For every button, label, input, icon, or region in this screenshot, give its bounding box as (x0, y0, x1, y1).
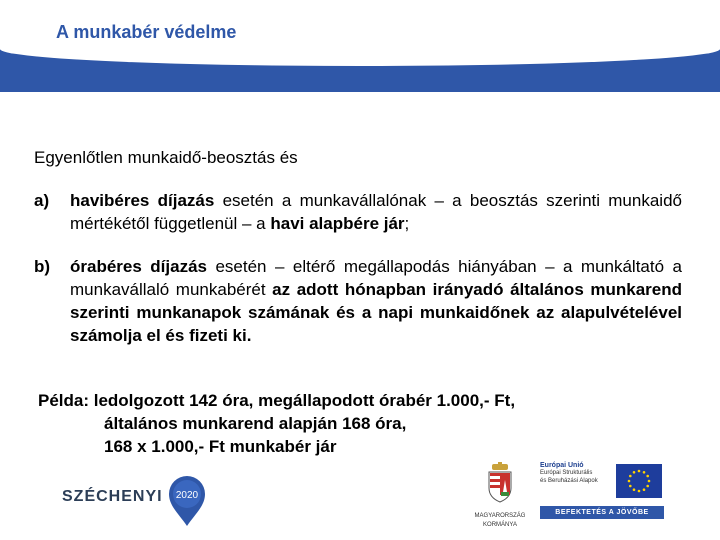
item-text-bold: havi alapbére jár (270, 214, 405, 233)
example-line: általános munkarend alapján 168 óra, (104, 414, 407, 433)
eu-slogan-band: BEFEKTETÉS A JÖVŐBE (540, 506, 664, 519)
example-block (38, 389, 515, 458)
gov-caption-1: MAGYARORSZÁG (474, 513, 526, 519)
item-text: esetén a munkavállalónak – a beosztás szerinti munkaidő mértékétől függetlenül – a (70, 191, 682, 233)
list-item (34, 255, 682, 347)
eu-text (540, 462, 612, 502)
coat-of-arms-icon (485, 462, 515, 506)
content-body (34, 146, 682, 367)
item-text: esetén – eltérő megállapodás hiányában – a munkáltató a munkavállaló munkabérét (70, 257, 682, 299)
eu-title: Európai Unió (540, 462, 584, 469)
item-text-bold: órabéres díjazás (70, 257, 207, 276)
eu-funding-logo (540, 462, 664, 522)
gov-caption-2: KORMÁNYA (483, 522, 517, 528)
slide-title: A munkabér védelme (56, 22, 237, 42)
szechenyi-year: 2020 (175, 490, 198, 501)
item-label: b) (34, 257, 51, 276)
example-line: 168 x 1.000,- Ft munkabér jár (104, 437, 337, 456)
eu-flag-icon (616, 464, 662, 498)
example-line: Példa: ledolgozott 142 óra, megállapodott órabér 1.000,- Ft, (38, 391, 516, 410)
item-label: a) (34, 191, 50, 210)
item-text-bold: havibéres díjazás (70, 191, 215, 210)
szechenyi-text: SZÉCHENYI (62, 488, 163, 505)
map-pin-icon (165, 474, 209, 528)
item-text-bold: az adott hónapban irányadó általános munkarend szerinti munkanapok számának és a napi munkaidőnek az alapulvételével számolja el és fizeti ki. (70, 280, 682, 345)
item-body (70, 255, 682, 347)
list-item (34, 189, 682, 235)
eu-subtitle-2: és Beruházási Alapok (540, 478, 598, 484)
hungarian-government-logo (472, 462, 528, 526)
szechenyi-logo (62, 470, 209, 524)
item-body (70, 189, 682, 235)
intro-text: Egyenlőtlen munkaidő-beosztás és (34, 148, 298, 167)
item-text: ; (404, 214, 410, 233)
eu-subtitle-1: Európai Strukturális (540, 470, 593, 476)
